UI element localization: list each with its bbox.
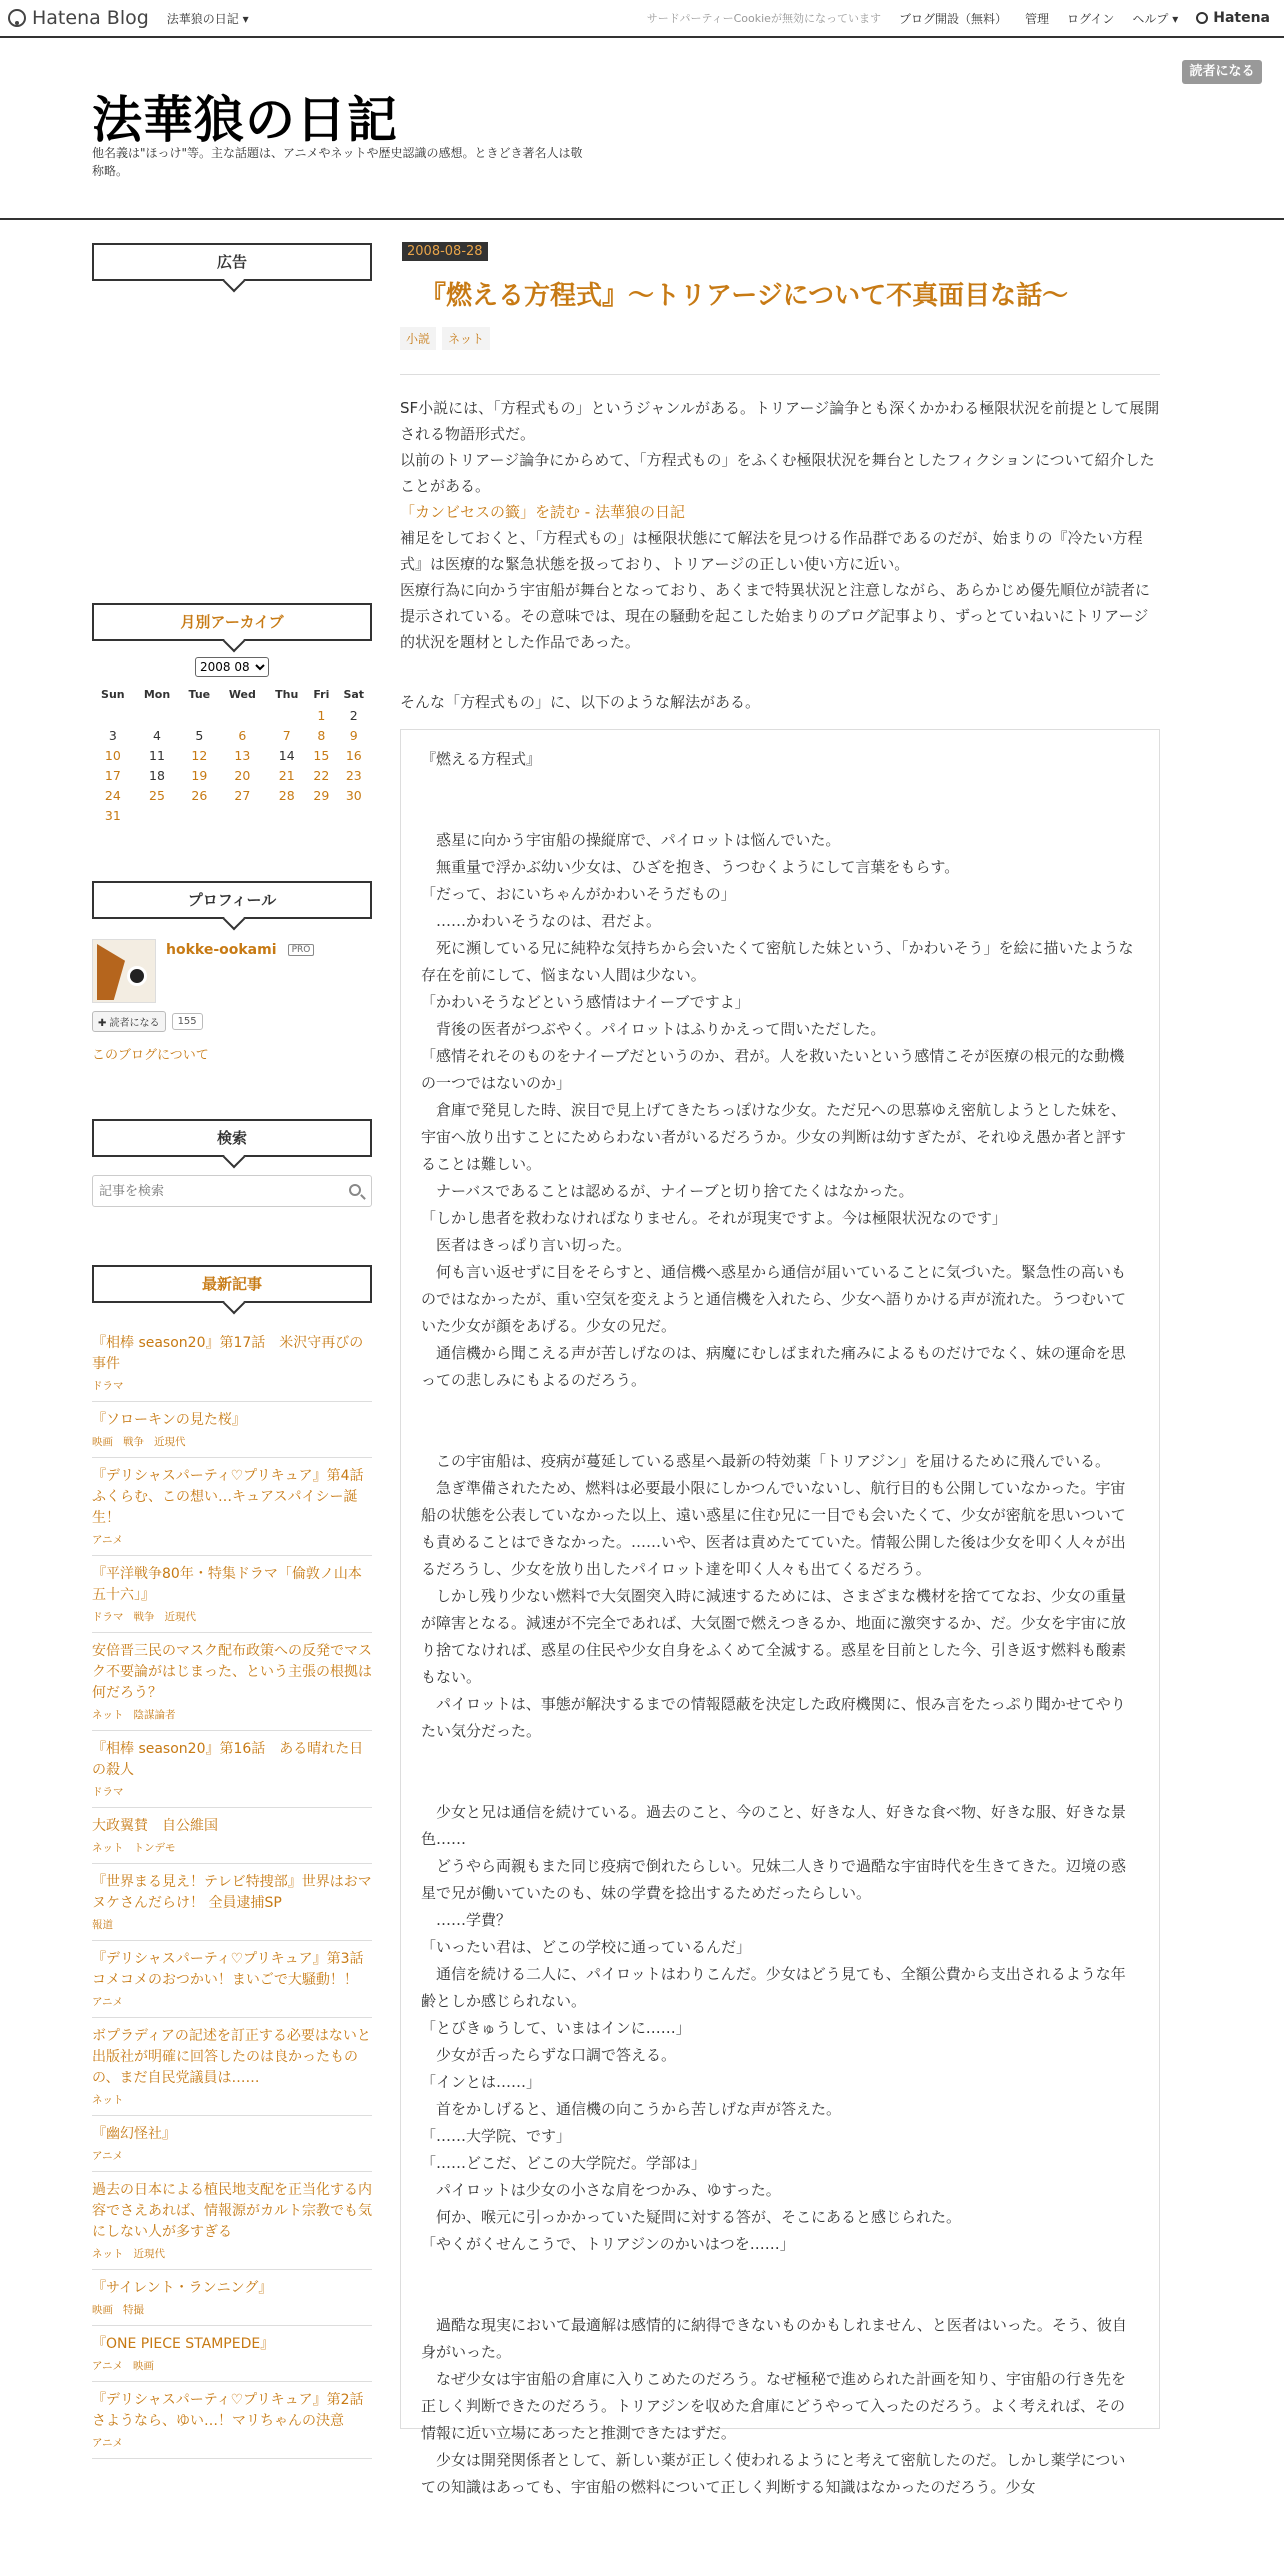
calendar-day-cell [134,745,181,765]
recent-entry-link[interactable]: 大政翼賛 自公維国 [92,1818,218,1834]
calendar-day-cell [180,805,218,825]
recent-entry-categories [92,1378,372,1393]
quote-line: 「だって、おにいちゃんがかわいそうだもの」 [421,885,736,903]
main-content [400,240,1160,2496]
quote-line: 少女が舌ったらずな口調で答える。 [421,2046,677,2064]
pro-badge[interactable]: PRO [288,944,315,956]
calendar-weekday: Tue [188,687,211,701]
recent-entry-link[interactable]: 『世界まる見え！テレビ特捜部』世界はおマヌケさんだらけ！ 全員逮捕SP [92,1874,372,1911]
calendar-day-cell [92,785,134,805]
cookie-notice[interactable]: サードパーティーCookieが無効になっています [646,12,881,25]
calendar-weekday: Wed [228,687,256,701]
list-item [92,1325,372,1402]
list-item [92,2326,372,2382]
list-item [92,1633,372,1731]
calendar-day: 5 [195,727,204,743]
calendar-day[interactable]: 19 [191,767,208,783]
quote-line: パイロットは少女の小さな肩をつかみ、ゆすった。 [421,2181,781,2199]
paragraph: 医療行為に向かう宇宙船が舞台となっており、あくまで特異状況と注意しながら、あらかじめ優先順位が読者に提示されている。その意味では、現在の騒動を起こした始まりのブログ記事より、ずっとていねいにトリアージ的状況を題材とした作品であった。 [400,581,1151,651]
calendar-day[interactable]: 26 [191,787,208,803]
quote-line: 背後の医者がつぶやく。パイロットはふりかえって問いただした。 [421,1020,886,1038]
calendar-day[interactable]: 22 [313,767,330,783]
calendar-day[interactable]: 9 [349,727,358,743]
category-link[interactable]: 報道 [92,1919,113,1931]
calendar-day-cell [180,785,218,805]
quote-line: この宇宙船は、疫病が蔓延している惑星へ最新の特効薬「トリアジン」を届けるために飛んでいる。 [421,1452,1111,1470]
recent-entry-link[interactable]: 『幽幻怪社』 [92,2126,176,2142]
blog-header [0,40,1284,220]
recent-entry-link[interactable]: 『ONE PIECE STAMPEDE』 [92,2336,275,2352]
recent-module-title: 最新記事 [92,1265,372,1303]
calendar-day[interactable]: 24 [104,787,121,803]
calendar-day-cell [266,765,307,785]
quote-line: しかし残り少ない燃料で大気圏突入時に減速するためには、さまざまな機材を捨ててなお、少女の重量が障害となる。減速が不完全であれば、大気圏で燃えつきるか、地面に激突するか、だ。少女を宇宙に放り捨てなければ、惑星の住民や少女自身をふくめて全滅する。惑星を目前とした今、引き返す燃料も酸素もない。 [421,1587,1127,1686]
quote-section [421,1799,1135,2258]
category-link[interactable]: 近現代 [154,1436,186,1448]
list-item [92,2270,372,2326]
recent-entry-categories [92,1840,372,1855]
wolf-ear-shape [97,944,125,1000]
calendar-day[interactable]: 10 [104,747,121,763]
category-tag[interactable]: 小説 [400,327,436,350]
recent-entry-link[interactable]: 『サイレント・ランニング』 [92,2280,273,2296]
quote-line: ……かわいそうなのは、君だよ。 [421,912,662,930]
quote-line: 急ぎ準備されたため、燃料は必要最小限にしかつんでいないし、航行目的も公開していなかった。宇宙船の状態を公表していなかった以上、遠い惑星に住む兄に一目でも会いたくて、少女が密航を思いついても責めることはできなかった。……いや、医者は責めたてていた。情報公開した後は少女を叩く人々が出るだろうし、少女を放り出したパイロット達を叩く人々も出てくるだろう。 [421,1479,1126,1578]
recent-entry-categories [92,1784,372,1799]
calendar-day-cell [336,725,372,745]
hatena-icon [1196,12,1208,24]
calendar-day-cell [134,765,181,785]
recent-entry-categories [92,1609,372,1624]
calendar-day[interactable]: 1 [317,707,326,723]
calendar-day-cell [180,765,218,785]
global-header [0,0,1284,38]
list-item [92,2382,378,2459]
category-link[interactable]: ドラマ [92,1611,124,1623]
archive-module-title: 月別アーカイブ [92,603,372,641]
calendar-day-cell [307,765,335,785]
paragraph: 補足をしておくと、「方程式もの」は極限状態にて解法を見つける作品群であるのだが、始まりの『冷たい方程式』は医療的な緊急状態を扱っており、トリアージの正しい使い方に近い。 [400,529,1143,573]
quote-line: パイロットは、事態が解決するまでの情報隠蔽を決定した政府機関に、恨み言をたっぷり聞かせてやりたい気分だった。 [421,1695,1126,1740]
entry-title[interactable]: 『燃える方程式』〜トリアージについて不真面目な話〜 [420,281,1069,311]
calendar-week [92,725,372,745]
help-menu[interactable]: ヘルプ ▾ [1132,11,1179,26]
calendar-week [92,805,372,825]
quote-line: 惑星に向かう宇宙船の操縦席で、パイロットは悩んでいた。 [421,831,841,849]
sidebar [92,243,378,2459]
quote-line: 無重量で浮かぶ幼い少女は、ひざを抱き、うつむくようにして言葉をもらす。 [421,858,960,876]
category-link[interactable]: 映画 [92,2304,113,2316]
category-link[interactable]: 近現代 [164,1611,196,1623]
quote-line: 「感情それそのものをナイーブだというのか、君が。人を救いたいという感情こそが医療の根元的な動機の一つではないのか」 [421,1047,1125,1092]
login-link[interactable]: ログイン [1066,11,1115,26]
category-link[interactable]: アニメ [92,1534,123,1546]
calendar-day-cell [218,725,266,745]
calendar-day: 18 [149,767,165,783]
quote-line: 何か、喉元に引っかかっていた疑問に対する答が、そこにあると感じられた。 [421,2208,962,2226]
calendar-day[interactable]: 17 [104,767,121,783]
calendar-day: 14 [278,747,295,763]
category-link[interactable]: ネット [92,2248,124,2260]
calendar-day[interactable]: 23 [345,767,362,783]
calendar-day[interactable]: 21 [278,767,295,783]
calendar-day-cell [336,765,372,785]
recent-entry-link[interactable]: 『平洋戦争80年・特集ドラマ「倫敦ノ山本五十六」』 [92,1566,362,1603]
calendar-day: 2 [349,707,358,723]
category-link[interactable]: 近現代 [133,2248,165,2260]
inline-link[interactable]: 「カンビセスの籤」を読む - 法華狼の日記 [400,503,685,521]
calendar-day-cell [218,765,266,785]
search-input[interactable] [93,1176,333,1206]
category-link[interactable]: アニメ [92,2360,123,2372]
quote-line: 「かわいそうなどという感情はナイーブですよ」 [421,993,750,1011]
category-link[interactable]: 戦争 [123,1436,144,1448]
list-item [92,1402,372,1458]
blog-description: 他名義は"ほっけ"等。主な話題は、アニメやネットや歴史認識の感想。ときどき著名人は敬称略。 [92,146,583,178]
calendar-day-cell [134,785,181,805]
blog-title[interactable]: 法華狼の日記 [92,91,398,149]
calendar-day-cell [134,725,181,745]
calendar-day-cell [218,745,266,765]
hatena-link[interactable] [1196,10,1270,26]
entry-categories [400,327,1160,350]
quote-line: 「しかし患者を救わなければなりません。それが現実ですよ。今は極限状況なのです」 [421,1209,1007,1227]
recent-entry-categories [92,2148,372,2163]
calendar-day[interactable]: 13 [234,747,251,763]
quote-line: 少女と兄は通信を続けている。過去のこと、今のこと、好きな人、好きな食べ物、好きな服、好きな景色…… [421,1803,1127,1848]
calendar-day-cell [336,705,372,725]
recent-entry-link[interactable]: ボプラディアの記述を訂正する必要はないと出版社が明確に回答したのは良かったものの、まだ自民党議員は…… [92,2028,371,2086]
ad-space [92,281,372,603]
calendar-weekday: Fri [313,687,330,701]
calendar-day-cell [92,705,134,725]
profile [92,939,372,1003]
open-blog-link[interactable]: ブログ開設（無料） [898,11,1007,26]
calendar-weekday: Thu [275,687,299,701]
calendar-day: 4 [153,727,161,743]
calendar-day-cell [92,745,134,765]
calendar-day-cell [180,725,218,745]
profile-module-title: プロフィール [92,881,372,919]
calendar-day-cell [134,805,181,825]
list-item [92,1556,372,1633]
list-item [92,2116,372,2172]
quote-line: 通信を続ける二人に、パイロットはわりこんだ。少女はどう見ても、全額公費から支出されるような年齢としか感じられない。 [421,1965,1126,2010]
category-link[interactable]: ドラマ [92,1786,124,1798]
list-item [92,2018,372,2116]
category-link[interactable]: ネット [92,1709,124,1721]
calendar-weekday: Mon [143,687,171,701]
subscribe-button[interactable]: 読者になる [1182,60,1262,84]
recent-entry-categories [92,1994,372,2009]
quote-line: ナーバスであることは認めるが、ナイーブと切り捨てたくはなかった。 [421,1182,914,1200]
recent-entry-link[interactable]: 『デリシャスパーティ♡プリキュア』第2話 さようなら、ゆい…！マリちゃんの決意 [92,2392,378,2429]
quote-line: 医者はきっぱり言い切った。 [421,1236,632,1254]
calendar-day-cell [336,785,372,805]
recent-entry-categories [92,1434,372,1449]
calendar-day-cell [92,725,134,745]
recent-entry-link[interactable]: 『相棒 season20』第16話 ある晴れた日の殺人 [92,1741,364,1778]
quote-line: 「いったい君は、どこの学校に通っているんだ」 [421,1938,752,1956]
quote-line: 少女は開発関係者として、新しい薬が正しく使われるようにと考えて密航したのだ。しかし薬学についての知識はあっても、宇宙船の燃料について正しく判断する知識はなかったのだろう。少女 [421,2451,1126,2496]
calendar-day-cell [92,805,134,825]
calendar-day-cell [307,785,335,805]
calendar-day-cell [266,725,307,745]
search-icon[interactable] [349,1184,361,1196]
quote-line: ……学費？ [421,1911,512,1929]
hatena-blog-logo-text: Hatena Blog [32,7,149,29]
category-link[interactable]: 特撮 [123,2304,144,2316]
quote-line: 倉庫で発見した時、涙目で見上げてきたちっぽけな少女。ただ兄への思慕ゆえ密航しようとした妹を、宇宙へ放り出すことにためらわない者がいるだろうか。少女の判断は幼すぎたが、それゆえ愚か者と評することは難しい。 [421,1101,1127,1173]
calendar-day-cell [218,785,266,805]
quote-line: なぜ少女は宇宙船の倉庫に入りこめたのだろう。なぜ極秘で進められた計画を知り、宇宙船の行き先を正しく判断できたのだろう。トリアジンを収めた倉庫にどうやって入ったのだろう。よく考えれば、その情報に近い立場にあったと推測できたはずだ。 [421,2370,1127,2442]
calendar-day-cell [307,705,335,725]
list-item [92,1731,372,1808]
calendar-weekday: Sun [101,687,125,701]
calendar-day[interactable]: 12 [191,747,208,763]
readers-subscribe-button[interactable]: ✚ 読者になる [92,1011,166,1032]
category-tag[interactable]: ネット [442,327,490,350]
global-nav [647,10,1270,27]
calendar-day-cell [336,745,372,765]
quote-line: 過酷な現実において最適解は感情的に納得できないものかもしれません、と医者はいった。そう、彼自身がいった。 [421,2316,1127,2361]
calendar-day-cell [92,765,134,785]
quote-line: 「……大学院、です」 [421,2127,572,2145]
quote-line: 「……どこだ、どこの大学院だ。学部は」 [421,2154,707,2172]
quote-line: 「やくがくせんこうで、トリアジンのかいはつを……」 [421,2235,795,2253]
recent-entry-categories [92,2435,372,2450]
quote-line: 何も言い返せずに目をそらすと、通信機へ惑星から通信が届いていることに気づいた。緊急性の高いものではなかったが、重い空気を変えようと通信機を入れたら、少女へ語りかける声が流れた。うつむいていた少女が顔をあげる。少女の兄だ。 [421,1263,1127,1335]
recent-entry-categories [92,2246,372,2261]
calendar-week [92,765,372,785]
calendar-day-cell [218,705,266,725]
recent-entry-link[interactable]: 『デリシャスパーティ♡プリキュア』第4話 ふくらむ、この想い…キュアスパイシー誕生！ [92,1468,378,1526]
admin-link[interactable]: 管理 [1024,11,1049,26]
calendar-day[interactable]: 28 [278,787,295,803]
category-link[interactable]: アニメ [92,2437,123,2449]
calendar-day[interactable]: 25 [149,787,165,803]
quote-line: どうやら両親もまた同じ疫病で倒れたらしい。兄妹二人きりで過酷な宇宙時代を生きてきた。辺境の惑星で兄が働いていたのも、妹の学費を捻出するためだったらしい。 [421,1857,1127,1902]
readers-widget [92,1011,372,1032]
quote-line: 首をかしげると、通信機の向こうから苦しげな声が答えた。 [421,2100,842,2118]
recent-entry-categories [92,1917,372,1932]
calendar-day: 11 [149,747,165,763]
calendar-day-cell [218,805,266,825]
wolf-eye-shape [127,966,147,986]
calendar-day[interactable]: 30 [345,787,362,803]
recent-entries-list [92,1325,378,2459]
quote-section [421,1448,1135,1745]
category-link[interactable]: トンデモ [133,1842,176,1854]
calendar-week [92,785,372,805]
calendar-day[interactable]: 20 [234,767,251,783]
calendar-day[interactable]: 15 [313,747,330,763]
quote-line: 「とびきゅうして、いまはインに……」 [421,2019,691,2037]
recent-entry-link[interactable]: 過去の日本による植民地支配を正当化する内容でさえあれば、情報源がカルト宗教でも気にしない人が多すぎる [92,2182,372,2240]
calendar-day[interactable]: 8 [317,727,326,743]
recent-entry-link[interactable]: 安倍晋三民のマスク配布政策への反発でマスク不要論がはじまった、という主張の根拠は何だろう？ [92,1643,372,1701]
category-link[interactable]: ドラマ [92,1380,124,1392]
calendar-header-row [92,683,372,705]
list-item [92,1864,372,1941]
recent-entry-categories [92,2092,372,2107]
recent-entry-categories [92,2302,372,2317]
quote-title: 『燃える方程式』 [421,750,542,768]
category-link[interactable]: アニメ [92,1996,123,2008]
recent-entry-link[interactable]: 『ソローキンの見た桜』 [92,1412,246,1428]
paragraph: SF小説には、「方程式もの」というジャンルがある。トリアージ論争とも深くかかわる極限状況を前提として展開される物語形式だ。 [400,399,1160,443]
entry-date[interactable]: 2008-08-28 [402,242,488,261]
calendar-week [92,705,372,725]
category-link[interactable]: ネット [92,2094,124,2106]
recent-entry-link[interactable]: 『相棒 season20』第17話 米沢守再びの事件 [92,1335,364,1372]
calendar-day-cell [134,705,181,725]
calendar-day[interactable]: 29 [313,787,330,803]
category-link[interactable]: 陰謀論者 [133,1709,176,1721]
quote-line: 死に瀕している兄に純粋な気持ちから会いたくて密航した妹という、「かわいそう」を絵に描いたような存在を前にして、悩まない人間は少ない。 [421,939,1134,984]
ad-module-title: 広告 [92,243,372,281]
list-item [92,1808,372,1864]
calendar-week [92,745,372,765]
profile-name[interactable]: hokke-ookami [166,942,277,958]
search-module-title: 検索 [92,1119,372,1157]
calendar-day[interactable]: 16 [345,747,362,763]
quote-line: 「インとは……」 [421,2073,542,2091]
blockquote [400,729,1160,2496]
calendar-day-cell [180,745,218,765]
calendar-day-cell [266,705,307,725]
calendar-body [92,705,372,825]
category-link[interactable]: 映画 [92,1436,113,1448]
entry-body [400,395,1160,715]
calendar-day-cell [307,805,335,825]
recent-entry-link[interactable]: 『デリシャスパーティ♡プリキュア』第3話 コメコメのおつかい！まいごで大騒動！！ [92,1951,378,1988]
search-box [92,1175,372,1207]
calendar-day-cell [336,805,372,825]
calendar-day[interactable]: 6 [238,727,247,743]
category-link[interactable]: 戦争 [133,1611,155,1623]
calendar-day[interactable]: 7 [282,727,291,743]
recent-entry-categories [92,2358,372,2373]
hatena-link-text: Hatena [1213,10,1270,26]
quote-section [421,827,1135,1394]
archive-month-select[interactable] [195,657,269,677]
calendar-day-cell [266,745,307,765]
archive-calendar [92,683,372,825]
quote-section [421,2312,1135,2501]
calendar-day-cell [180,705,218,725]
avatar[interactable] [92,939,156,1003]
list-item [92,1941,378,2018]
calendar-day[interactable]: 31 [104,807,121,823]
about-blog-link[interactable]: このブログについて [92,1048,209,1063]
calendar-day-cell [266,785,307,805]
calendar-day: 3 [108,727,117,743]
quote-line: 通信機から聞こえる声が苦しげなのは、病魔にむしばまれた痛みによるものだけでなく、妹の運命を思っての悲しみにもよるのだろう。 [421,1344,1126,1389]
category-link[interactable]: 映画 [132,2360,154,2372]
calendar-day-cell [307,745,335,765]
calendar-day[interactable]: 27 [234,787,251,803]
list-item [92,2172,372,2270]
calendar-day-cell [307,725,335,745]
calendar-day-cell [266,805,307,825]
divider [400,374,1160,375]
calendar-weekday: Sat [343,687,365,701]
paragraph: そんな「方程式もの」に、以下のような解法がある。 [400,693,761,711]
hatena-blog-logo[interactable] [8,7,149,29]
recent-entry-categories [92,1532,372,1547]
readers-count[interactable]: 155 [172,1013,203,1030]
recent-entry-categories [92,1707,372,1722]
hatena-logo-icon [8,9,26,27]
category-link[interactable]: アニメ [92,2150,123,2162]
category-link[interactable]: ネット [92,1842,124,1854]
paragraph: 以前のトリアージ論争にからめて、「方程式もの」をふくむ極限状況を舞台としたフィクションについて紹介したことがある。 [400,451,1155,495]
diary-menu[interactable]: 法華狼の日記 ▾ [166,11,249,26]
list-item [92,1458,378,1556]
